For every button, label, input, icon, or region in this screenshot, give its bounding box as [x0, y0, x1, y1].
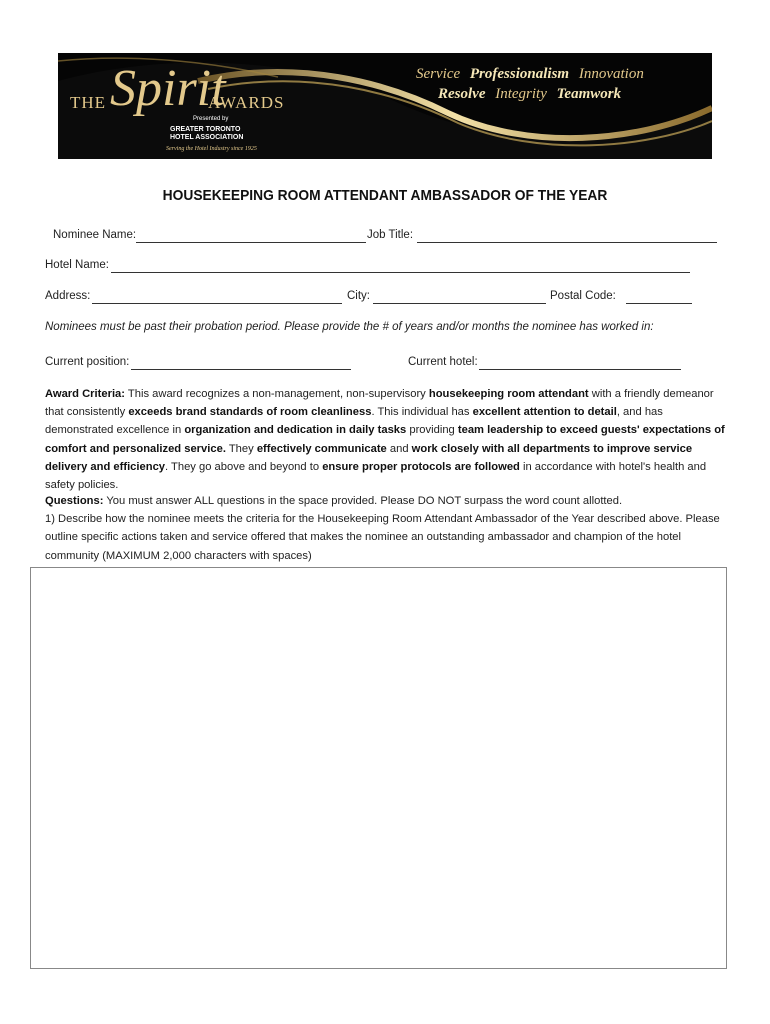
criteria-emphasis: exceeds brand standards of room cleanliness — [128, 406, 372, 419]
criteria-text: This award recognizes a non-management, non-supervisory — [125, 388, 429, 400]
value-innovation: Innovation — [578, 66, 644, 82]
current-position-label: Current position: — [45, 356, 130, 368]
criteria-emphasis: effectively communicate — [256, 442, 387, 455]
criteria-emphasis: organization and dedication in daily tasks — [184, 424, 407, 437]
value-professionalism: Professionalism — [469, 66, 570, 82]
criteria-text: , and has demonstrated excellence in — [45, 406, 663, 437]
postal-code-field[interactable] — [626, 303, 692, 304]
association-line-1: GREATER TORONTO — [170, 126, 241, 133]
association-line-2: HOTEL ASSOCIATION — [170, 134, 244, 141]
award-criteria-paragraph — [45, 385, 725, 494]
criteria-text: . They go above and beyond to — [165, 460, 323, 473]
banner-tagline: Serving the Hotel Industry since 1925 — [166, 146, 257, 152]
questions-heading: Questions: — [45, 495, 104, 507]
criteria-emphasis: housekeeping room attendant — [428, 388, 589, 400]
job-title-label: Job Title: — [367, 229, 414, 241]
city-field[interactable] — [373, 303, 546, 304]
criteria-emphasis: excellent attention to detail — [472, 406, 617, 419]
questions-instructions: You must answer ALL questions in the space provided. Please DO NOT surpass the word count allotted. — [103, 495, 623, 507]
value-teamwork: Teamwork — [556, 86, 622, 102]
criteria-text: They — [225, 442, 257, 455]
value-service: Service — [416, 66, 461, 82]
criteria-text: with a friendly demeanor that consistently — [45, 388, 714, 419]
brand-the-text: THE — [70, 93, 107, 112]
criteria-text: in accordance with hotel's health and safety policies. — [45, 460, 707, 492]
postal-code-label: Postal Code: — [550, 290, 616, 302]
city-label: City: — [347, 290, 370, 302]
brand-spirit-logo: Spirit — [110, 60, 226, 117]
awards-banner — [58, 53, 712, 159]
value-integrity: Integrity — [495, 86, 547, 102]
current-hotel-label: Current hotel: — [408, 356, 478, 368]
nominee-name-label: Nominee Name: — [53, 229, 137, 241]
brand-awards-text: AWARDS — [208, 93, 285, 112]
criteria-text: and — [386, 442, 412, 455]
question-1-answer-box[interactable] — [30, 567, 727, 969]
criteria-text: providing — [406, 424, 458, 437]
address-field[interactable] — [92, 303, 342, 304]
value-resolve: Resolve — [438, 86, 486, 102]
hotel-name-label: Hotel Name: — [45, 259, 109, 271]
job-title-field[interactable] — [417, 242, 717, 243]
association-logo — [170, 126, 243, 142]
award-criteria-heading: Award Criteria: — [45, 388, 125, 400]
hotel-name-field[interactable] — [111, 272, 690, 273]
probation-note: Nominees must be past their probation period. Please provide the # of years and/or months the nominee has worked in: — [45, 321, 654, 333]
address-label: Address: — [45, 290, 91, 302]
criteria-text: . This individual has — [371, 406, 473, 419]
criteria-emphasis: work closely with all departments to improve service delivery and efficiency — [45, 442, 693, 473]
criteria-emphasis: team leadership to exceed guests' expectations of comfort and personalized service. — [45, 424, 725, 455]
values-row-2 — [438, 86, 627, 103]
question-1-text: 1) Describe how the nominee meets the criteria for the Housekeeping Room Attendant Ambassador of the Year described above. Please outline specific actions taken and service offered that makes the nominee an outstanding ambassador and champion of the hotel community (MAXIMUM 2,000 characters with spaces) — [45, 513, 720, 562]
presented-by-text: Presented by — [193, 116, 229, 122]
questions-section — [45, 492, 725, 565]
values-row-1 — [416, 66, 650, 83]
criteria-emphasis: ensure proper protocols are followed — [322, 460, 520, 473]
nominee-name-field[interactable] — [136, 242, 366, 243]
current-hotel-field[interactable] — [479, 369, 681, 370]
questions-intro — [45, 492, 725, 510]
current-position-field[interactable] — [131, 369, 351, 370]
form-title: HOUSEKEEPING ROOM ATTENDANT AMBASSADOR OF THE YEAR — [162, 187, 608, 204]
